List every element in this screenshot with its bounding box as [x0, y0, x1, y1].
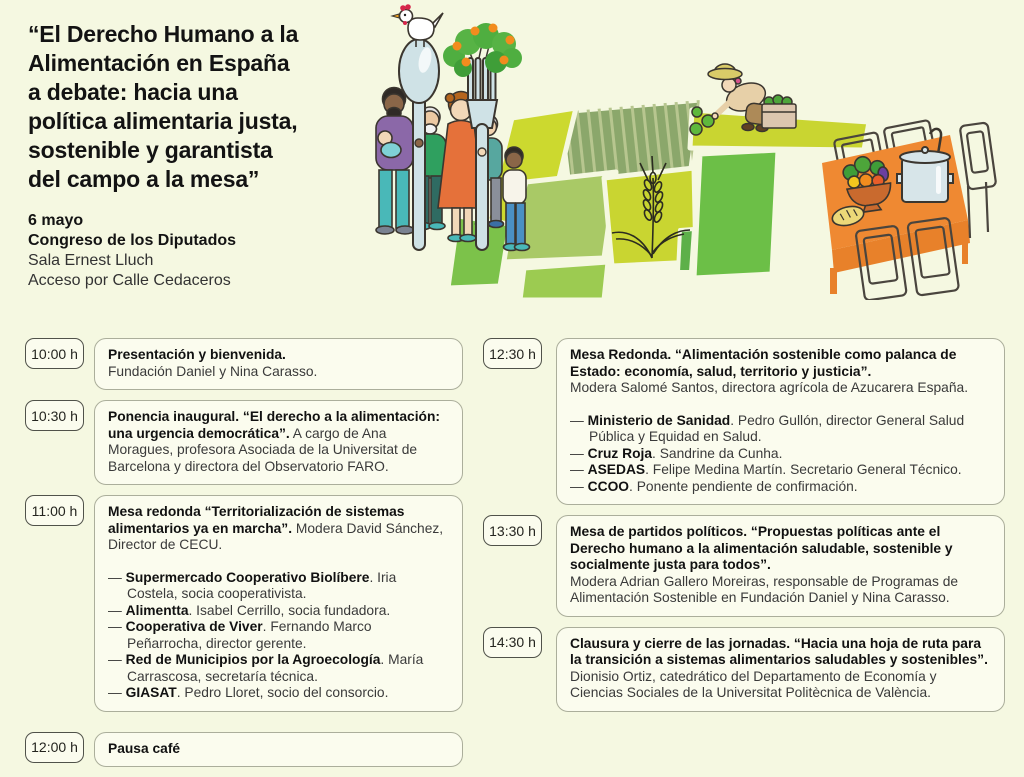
session-title: Pausa café: [108, 740, 181, 756]
speaker-detail: . Ponente pendiente de confirmación.: [629, 478, 858, 494]
schedule-row: [25, 495, 463, 712]
hen-icon: [392, 4, 443, 47]
event-date: 6 mayo: [28, 212, 84, 229]
schedule: [25, 338, 1005, 777]
speaker-org: Supermercado Cooperativo Biolíbere: [125, 569, 370, 585]
schedule-column-morning: [25, 338, 463, 777]
schedule-row: [25, 732, 463, 768]
session-body: Modera Salomé Santos, directora agrícola de Azucarera España.: [570, 380, 969, 395]
schedule-row: [483, 338, 1005, 505]
speaker-org: Ministerio de Sanidad: [587, 412, 731, 428]
speaker-org: Cooperativa de Viver: [125, 619, 263, 634]
speaker-detail: . Pedro Gullón, director General Salud Pública y Equidad en Salud.: [589, 412, 965, 444]
speaker-item: [108, 570, 449, 603]
session-title: Clausura y cierre de las jornadas. “Hacia una hoja de ruta para la transición a sistemas alimentarios saludables y sostenibles”.: [570, 635, 988, 667]
speaker-item: [108, 603, 449, 620]
session-title: Mesa redonda “Territorialización de sistemas alimentarios ya en marcha”.: [108, 504, 405, 536]
speaker-org: Alimentta: [125, 602, 189, 618]
event-venue: Congreso de los Diputados: [28, 232, 237, 249]
session-body: A cargo de Ana Moragues, profesora Asociada de la Universitat de Barcelona y directora del Observatorio FARO.: [108, 425, 418, 474]
speaker-item: [570, 479, 991, 496]
schedule-row: [483, 627, 1005, 712]
session-card: [94, 495, 463, 712]
man-with-baby-figure: [376, 88, 418, 235]
title-line: “El Derecho Humano a la: [28, 21, 299, 47]
speaker-org: CCOO: [587, 478, 630, 494]
session-title: Ponencia inaugural. “El derecho a la alimentación: una urgencia democrática”.: [108, 409, 440, 441]
speaker-detail: . Iria Costela, socia cooperativista.: [127, 569, 397, 601]
session-title: Mesa de partidos políticos. “Propuestas políticas ante el Derecho humano a la alimentación saludable, sostenible y socialmente justa para todos”.: [570, 524, 953, 572]
speaker-org: ASEDAS: [587, 462, 646, 477]
title-line: del campo a la mesa”: [28, 166, 260, 192]
session-card: [94, 400, 463, 485]
event-meta: [28, 211, 236, 291]
time-badge: 11:00 h: [25, 495, 84, 526]
speaker-item: [108, 685, 449, 702]
title-line: sostenible y garantista: [28, 137, 273, 163]
time-badge: 10:30 h: [25, 400, 84, 431]
speaker-detail: . María Carrascosa, secretaría técnica.: [127, 652, 424, 684]
title-line: política alimentaria justa,: [28, 108, 298, 134]
speaker-item: [570, 413, 991, 446]
speaker-list: [108, 570, 449, 702]
time-badge: 10:00 h: [25, 338, 84, 369]
page-title: [28, 20, 388, 194]
time-badge: 13:30 h: [483, 515, 542, 546]
speaker-org: Cruz Roja: [587, 445, 653, 461]
session-card: [556, 627, 1005, 712]
session-title: Mesa Redonda. “Alimentación sostenible como palanca de Estado: economía, salud, territorio y justicia”.: [570, 347, 957, 379]
time-badge: 12:30 h: [483, 338, 542, 369]
session-title: Presentación y bienvenida.: [108, 347, 286, 362]
header-illustration: [364, 0, 1024, 300]
speaker-detail: . Felipe Medina Martín. Secretario General Técnico.: [645, 462, 962, 477]
speaker-detail: . Pedro Lloret, socio del consorcio.: [176, 685, 389, 700]
schedule-row: [25, 400, 463, 485]
session-body: Fundación Daniel y Nina Carasso.: [108, 363, 318, 379]
speaker-item: [108, 619, 449, 652]
vegetable-crate-icon: [762, 95, 796, 128]
schedule-row: [483, 515, 1005, 617]
event-access: Acceso por Calle Cedaceros: [28, 272, 231, 289]
speaker-detail: . Fernando Marco Peñarrocha, director gerente.: [127, 619, 372, 651]
session-body: Dionisio Ortiz, catedrático del Departamento de Economía y Ciencias Sociales de la Universitat Politècnica de València.: [570, 668, 937, 700]
schedule-row: [25, 338, 463, 390]
title-line: a debate: hacia una: [28, 79, 238, 105]
event-room: Sala Ernest Lluch: [28, 252, 154, 269]
speaker-item: [108, 652, 449, 685]
speaker-item: [570, 446, 991, 463]
session-body: Modera Adrian Gallero Moreiras, responsable de Programas de Alimentación Sostenible en Fundación Daniel y Nina Carasso.: [570, 573, 959, 605]
speaker-detail: . Sandrine da Cunha.: [652, 445, 783, 461]
session-text: [108, 504, 449, 554]
title-line: Alimentación en España: [28, 50, 290, 76]
time-badge: 12:00 h: [25, 732, 84, 763]
session-card: [94, 338, 463, 390]
speaker-list: [570, 413, 991, 496]
session-body: Modera David Sánchez, Director de CECU.: [108, 520, 444, 552]
session-text: [108, 409, 449, 475]
speaker-item: [570, 462, 991, 479]
speaker-org: Red de Municipios por la Agroecología: [125, 652, 381, 667]
schedule-column-afternoon: [483, 338, 1005, 777]
session-card: [556, 515, 1005, 617]
session-card: [94, 732, 463, 768]
speaker-org: GIASAT: [125, 685, 177, 700]
session-card: [556, 338, 1005, 505]
speaker-detail: . Isabel Cerrillo, socia fundadora.: [188, 602, 391, 618]
time-badge: 14:30 h: [483, 627, 542, 658]
